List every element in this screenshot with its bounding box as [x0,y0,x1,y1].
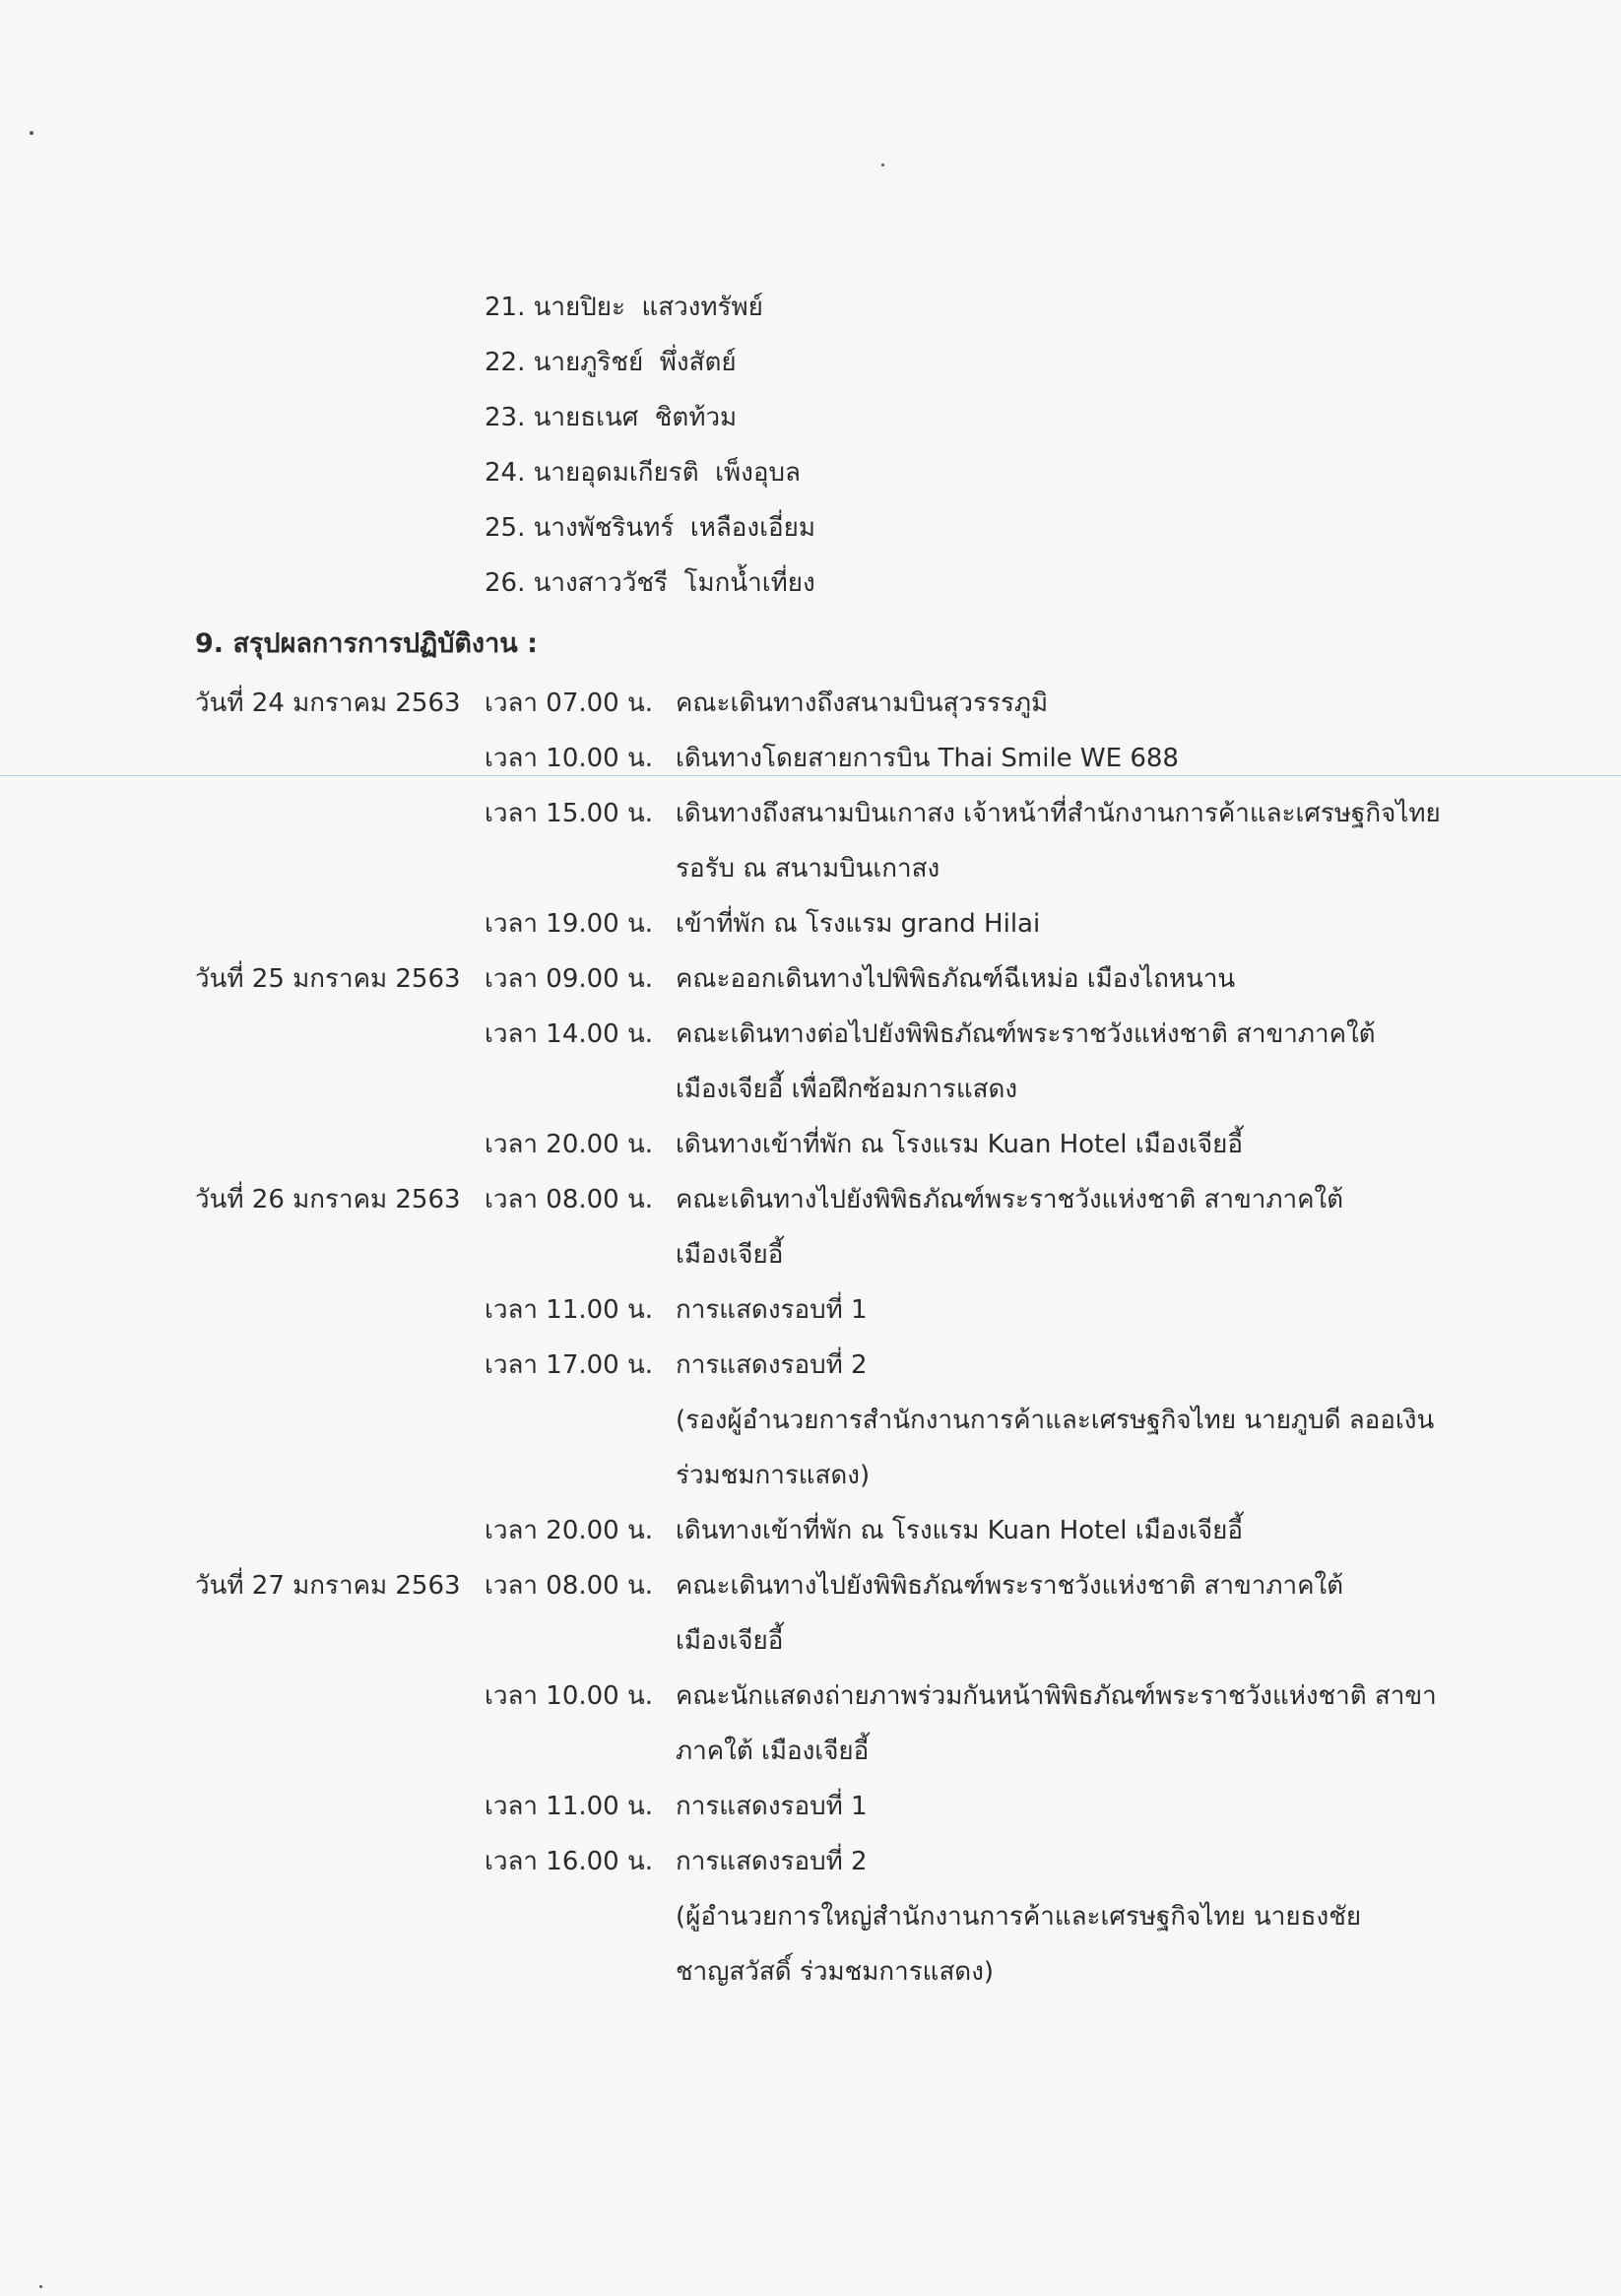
schedule-description [676,1669,1475,1779]
schedule-date [195,1503,485,1558]
schedule-time: เวลา 11.00 น. [485,1295,654,1325]
schedule-date: วันที่ 26 มกราคม 2563 [195,1185,461,1214]
scan-speck [881,164,884,166]
schedule-description-line: เดินทางเข้าที่พัก ณ โรงแรม Kuan Hotel เมืองเจียอี้ [676,1516,1244,1545]
schedule-date [195,1338,485,1503]
schedule-description [676,676,1475,731]
schedule-description-line: การแสดงรอบที่ 1 [676,1295,868,1325]
schedule-entry [195,1172,1475,1282]
schedule-description-line: คณะนักแสดงถ่ายภาพร่วมกันหน้าพิพิธภัณฑ์พระราชวังแห่งชาติ สาขา [676,1681,1437,1711]
schedule-date [195,1007,485,1117]
schedule-time: เวลา 10.00 น. [485,744,654,773]
schedule-description [676,951,1475,1007]
schedule-time: เวลา 15.00 น. [485,799,654,828]
schedule-time: เวลา 07.00 น. [485,689,654,718]
schedule-description-line: เดินทางโดยสายการบิน Thai Smile WE 688 [676,744,1179,773]
schedule-date [195,1117,485,1172]
schedule-description [676,1834,1475,2000]
schedule-description-line: คณะเดินทางถึงสนามบินสุวรรรภูมิ [676,689,1049,718]
schedule-entry [195,731,1475,786]
schedule-time: เวลา 09.00 น. [485,964,654,994]
schedule-entry [195,1558,1475,1669]
schedule-description-line: คณะเดินทางไปยังพิพิธภัณฑ์พระราชวังแห่งชาติ สาขาภาคใต้ [676,1571,1344,1601]
attendee-item: 23. นายธเนศ ชิตท้วม [485,403,738,432]
schedule-description-line: ร่วมชมการแสดง) [676,1461,871,1490]
schedule-description-line: การแสดงรอบที่ 2 [676,1350,868,1380]
schedule-entry [195,1007,1475,1117]
schedule-date [195,1834,485,2000]
schedule-date: วันที่ 25 มกราคม 2563 [195,964,461,994]
attendee-list [485,288,815,619]
schedule-entry [195,1117,1475,1172]
schedule-time: เวลา 17.00 น. [485,1350,654,1380]
schedule-time: เวลา 14.00 น. [485,1019,654,1049]
schedule-time: เวลา 19.00 น. [485,909,654,939]
schedule-date [195,731,485,786]
schedule-description-line: เมืองเจียอี้ เพื่อฝึกซ้อมการแสดง [676,1075,1018,1104]
schedule-time: เวลา 08.00 น. [485,1185,654,1214]
schedule-description-line: เมืองเจียอี้ [676,1240,784,1270]
section-heading: 9. สรุปผลการการปฏิบัติงาน : [195,628,538,659]
schedule-description-line: การแสดงรอบที่ 1 [676,1792,868,1821]
schedule-entry [195,1282,1475,1338]
attendee-item: 21. นายปิยะ แสวงทรัพย์ [485,293,763,322]
attendee-item: 26. นางสาววัชรี โมกน้ำเที่ยง [485,568,815,598]
schedule-date: วันที่ 24 มกราคม 2563 [195,689,461,718]
schedule-time: เวลา 20.00 น. [485,1130,654,1159]
scan-speck [30,131,33,135]
schedule-entry [195,1503,1475,1558]
schedule-entry [195,786,1475,896]
schedule-date [195,1779,485,1834]
schedule-description-line: (ผู้อำนวยการใหญ่สำนักงานการค้าและเศรษฐกิจไทย นายธงชัย [676,1902,1362,1932]
schedule-entry [195,896,1475,951]
schedule-description [676,1503,1475,1558]
schedule-description-line: ชาญสวัสดิ์ ร่วมชมการแสดง) [676,1957,995,1987]
attendee-item: 22. นายภูริชย์ พึ่งสัตย์ [485,348,737,377]
attendee-item: 24. นายอุดมเกียรติ เพ็งอุบล [485,458,801,488]
schedule-description [676,1779,1475,1834]
schedule-description-line: การแสดงรอบที่ 2 [676,1847,868,1876]
schedule-time: เวลา 11.00 น. [485,1792,654,1821]
schedule-description [676,1558,1475,1669]
schedule-description-line: คณะเดินทางไปยังพิพิธภัณฑ์พระราชวังแห่งชาติ สาขาภาคใต้ [676,1185,1344,1214]
schedule-description [676,731,1475,786]
schedule-entry [195,951,1475,1007]
schedule-time: เวลา 10.00 น. [485,1681,654,1711]
schedule-entry [195,1834,1475,2000]
schedule-description-line: เข้าที่พัก ณ โรงแรม grand Hilai [676,909,1041,939]
schedule-description [676,896,1475,951]
schedule-description [676,1007,1475,1117]
schedule-entry [195,1669,1475,1779]
schedule-description-line: คณะเดินทางต่อไปยังพิพิธภัณฑ์พระราชวังแห่งชาติ สาขาภาคใต้ [676,1019,1376,1049]
schedule-time: เวลา 08.00 น. [485,1571,654,1601]
schedule-date [195,1669,485,1779]
schedule-date: วันที่ 27 มกราคม 2563 [195,1571,461,1601]
schedule-table [195,676,1475,2000]
schedule-description [676,1172,1475,1282]
schedule-description-line: รอรับ ณ สนามบินเกาสง [676,854,940,884]
schedule-time: เวลา 16.00 น. [485,1847,654,1876]
schedule-description [676,1338,1475,1503]
schedule-description [676,1282,1475,1338]
schedule-date [195,786,485,896]
schedule-entry [195,1338,1475,1503]
schedule-date [195,896,485,951]
schedule-description [676,1117,1475,1172]
schedule-entry [195,676,1475,731]
schedule-description-line: เมืองเจียอี้ [676,1626,784,1656]
schedule-description [676,786,1475,896]
schedule-time: เวลา 20.00 น. [485,1516,654,1545]
schedule-date [195,1282,485,1338]
schedule-description-line: (รองผู้อำนวยการสำนักงานการค้าและเศรษฐกิจไทย นายภูบดี ลออเงิน [676,1406,1435,1435]
schedule-description-line: ภาคใต้ เมืองเจียอี้ [676,1737,870,1766]
schedule-description-line: เดินทางเข้าที่พัก ณ โรงแรม Kuan Hotel เมืองเจียอี้ [676,1130,1244,1159]
schedule-description-line: เดินทางถึงสนามบินเกาสง เจ้าหน้าที่สำนักงานการค้าและเศรษฐกิจไทย [676,799,1441,828]
schedule-entry [195,1779,1475,1834]
schedule-description-line: คณะออกเดินทางไปพิพิธภัณฑ์ฉีเหม่อ เมืองไถหนาน [676,964,1236,994]
attendee-item: 25. นางพัชรินทร์ เหลืองเอี่ยม [485,513,815,543]
scan-speck [39,2285,42,2288]
